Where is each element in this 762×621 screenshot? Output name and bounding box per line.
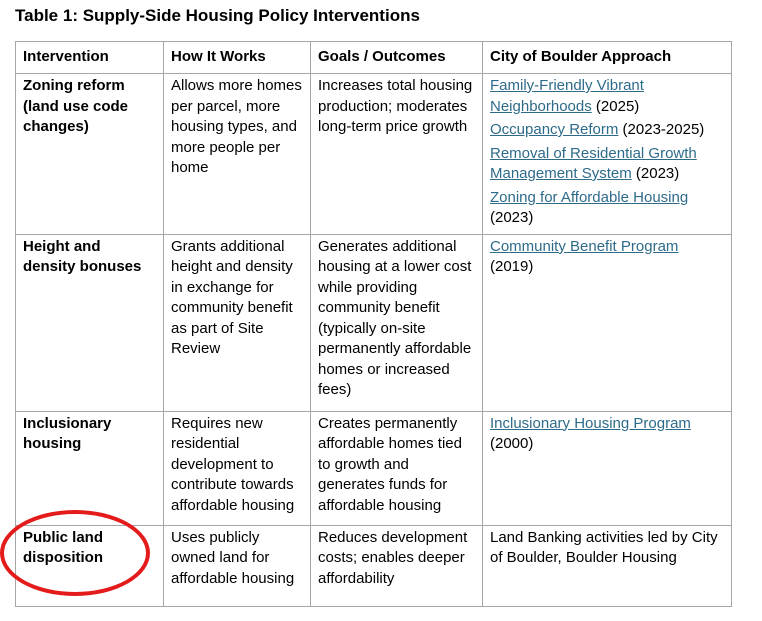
intervention-cell: Zoning reform (land use code changes)	[16, 74, 164, 235]
community-benefit-link[interactable]: Community Benefit Program	[490, 237, 679, 255]
how-it-works-cell: Grants additional height and density in exchange for community benefit as part of Site Review	[164, 234, 311, 411]
header-city-approach: City of Boulder Approach	[483, 42, 732, 74]
intervention-cell: Height and density bonuses	[16, 234, 164, 411]
approach-cell	[483, 411, 732, 525]
header-goals-outcomes: Goals / Outcomes	[311, 42, 483, 74]
table-row-public-land	[16, 525, 732, 606]
approach-year: (2023-2025)	[618, 121, 705, 138]
approach-ref	[490, 237, 725, 278]
approach-ref	[490, 414, 725, 455]
table-row-height-density	[16, 234, 732, 411]
goals-cell: Generates additional housing at a lower cost while providing community benefit (typically on-site permanently affordable homes or increased fees)	[311, 234, 483, 411]
approach-year: (2023)	[490, 209, 534, 226]
approach-cell	[483, 74, 732, 235]
family-friendly-link[interactable]: Family-Friendly Vibrant Neighborhoods	[490, 77, 644, 115]
header-how-it-works: How It Works	[164, 42, 311, 74]
approach-year: (2019)	[490, 258, 534, 275]
intervention-cell: Public land disposition	[16, 525, 164, 606]
approach-year: (2025)	[591, 97, 640, 115]
approach-ref	[490, 76, 725, 117]
goals-cell: Creates permanently affordable homes tied to growth and generates funds for affordable housing	[311, 411, 483, 525]
how-it-works-cell: Uses publicly owned land for affordable housing	[164, 525, 311, 606]
table-header-row	[16, 42, 732, 74]
occupancy-reform-link[interactable]: Occupancy Reform	[490, 121, 619, 138]
table-row-zoning-reform	[16, 74, 732, 235]
how-it-works-cell: Allows more homes per parcel, more housing types, and more people per home	[164, 74, 311, 235]
approach-ref	[490, 188, 725, 229]
policy-table	[15, 41, 732, 607]
approach-ref	[490, 144, 725, 185]
goals-cell: Reduces development costs; enables deeper affordability	[311, 525, 483, 606]
growth-management-link[interactable]: Removal of Residential Growth Management System	[490, 144, 697, 182]
zoning-affordable-link[interactable]: Zoning for Affordable Housing	[490, 188, 689, 206]
how-it-works-cell: Requires new residential development to contribute towards affordable housing	[164, 411, 311, 525]
approach-cell: Land Banking activities led by City of Boulder, Boulder Housing	[483, 525, 732, 606]
table-row-inclusionary	[16, 411, 732, 525]
header-intervention: Intervention	[16, 42, 164, 74]
approach-year: (2000)	[490, 435, 534, 452]
inclusionary-program-link[interactable]: Inclusionary Housing Program	[490, 414, 691, 432]
approach-cell	[483, 234, 732, 411]
approach-year: (2023)	[631, 165, 680, 182]
table-title: Table 1: Supply-Side Housing Policy Interventions	[15, 6, 420, 25]
goals-cell: Increases total housing production; moderates long-term price growth	[311, 74, 483, 235]
intervention-cell: Inclusionary housing	[16, 411, 164, 525]
approach-ref	[490, 120, 725, 141]
